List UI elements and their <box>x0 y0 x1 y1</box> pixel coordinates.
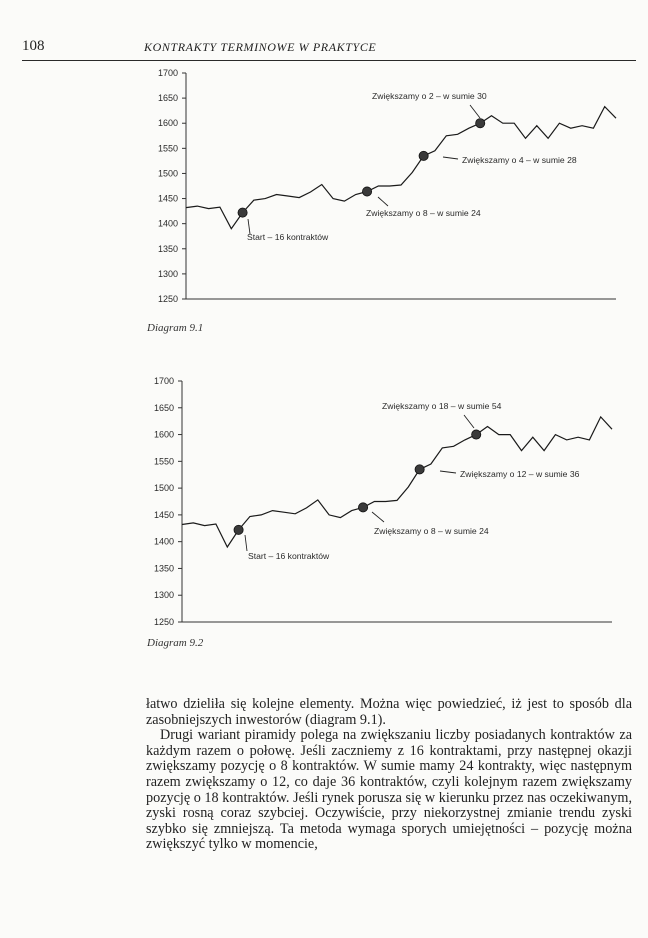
annotation-label: Zwiększamy o 12 – w sumie 36 <box>460 469 580 479</box>
position-increase-marker <box>234 525 243 534</box>
position-increase-marker <box>419 151 428 160</box>
y-tick-label: 1600 <box>157 118 178 129</box>
body-text <box>146 697 632 853</box>
page-number: 108 <box>22 38 45 54</box>
diagram-9-1-caption: Diagram 9.1 <box>147 322 204 334</box>
position-increase-marker <box>238 208 247 217</box>
position-increase-marker <box>472 430 481 439</box>
position-increase-marker <box>415 465 424 474</box>
position-increase-marker <box>476 119 485 128</box>
position-increase-marker <box>362 187 371 196</box>
page-header <box>22 36 636 61</box>
annotation-label: Start – 16 kontraktów <box>247 232 329 242</box>
y-tick-label: 1450 <box>153 509 174 520</box>
y-tick-label: 1250 <box>157 294 178 304</box>
y-tick-label: 1400 <box>153 536 174 547</box>
diagram-9-1-chart <box>0 62 648 317</box>
paragraph-2: Drugi wariant piramidy polega na zwiększaniu liczby posiadanych kontraktów za każdym razem o połowę. Jeśli zaczniemy z 16 kontraktami, przy następnej okazji zwiększamy pozycję o 8 kontraktów. W sumie mamy 24 kontrakty, więc następnym razem zwiększamy o 12, co daje 36 kontraktów, czyli kolejnym razem zwiększamy pozycję o 18 kontraktów. Jeśli rynek porusza się w kierunku przez nas oczekiwanym, zyski rosną coraz szybciej. Oczywiście, przy niekorzystnej zmianie trendu zyski szybko się zmniejszą. Ta metoda wymaga sporych umiejętności – pozycję można zwiększyć tylko w momencie, <box>146 727 632 853</box>
annotation-label: Zwiększamy o 2 – w sumie 30 <box>372 91 487 101</box>
annotation-arrow <box>372 512 384 522</box>
diagram-9-2-chart <box>0 370 648 630</box>
y-tick-label: 1650 <box>153 402 174 413</box>
y-tick-label: 1650 <box>157 93 178 104</box>
y-tick-label: 1500 <box>153 483 174 494</box>
diagram-9-2-caption: Diagram 9.2 <box>147 637 204 649</box>
annotation-label: Zwiększamy o 8 – w sumie 24 <box>366 208 481 218</box>
annotation-arrow <box>245 535 247 551</box>
annotation-arrow <box>470 105 480 118</box>
y-tick-label: 1350 <box>153 563 174 574</box>
y-tick-label: 1450 <box>157 193 178 204</box>
annotation-arrow <box>443 157 458 159</box>
annotation-label: Start – 16 kontraktów <box>248 551 330 561</box>
paragraph-1: łatwo dzieliła się kolejne elementy. Można więc powiedzieć, iż jest to sposób dla zasobniejszych inwestorów (diagram 9.1). <box>146 696 632 728</box>
annotation-label: Zwiększamy o 4 – w sumie 28 <box>462 155 577 165</box>
annotation-label: Zwiększamy o 18 – w sumie 54 <box>382 401 502 411</box>
y-tick-label: 1250 <box>153 617 174 627</box>
y-tick-label: 1300 <box>157 268 178 279</box>
y-tick-label: 1700 <box>153 376 174 386</box>
y-tick-label: 1600 <box>153 429 174 440</box>
y-tick-label: 1500 <box>157 168 178 179</box>
y-tick-label: 1350 <box>157 243 178 254</box>
y-tick-label: 1550 <box>157 143 178 154</box>
y-tick-label: 1700 <box>157 68 178 78</box>
position-increase-marker <box>358 503 367 512</box>
y-tick-label: 1300 <box>153 590 174 601</box>
annotation-label: Zwiększamy o 8 – w sumie 24 <box>374 526 489 536</box>
annotation-arrow <box>378 197 388 206</box>
y-tick-label: 1400 <box>157 218 178 229</box>
running-head: KONTRAKTY TERMINOWE W PRAKTYCE <box>144 40 377 54</box>
y-tick-label: 1550 <box>153 456 174 467</box>
annotation-arrow <box>440 471 456 473</box>
annotation-arrow <box>464 415 474 428</box>
